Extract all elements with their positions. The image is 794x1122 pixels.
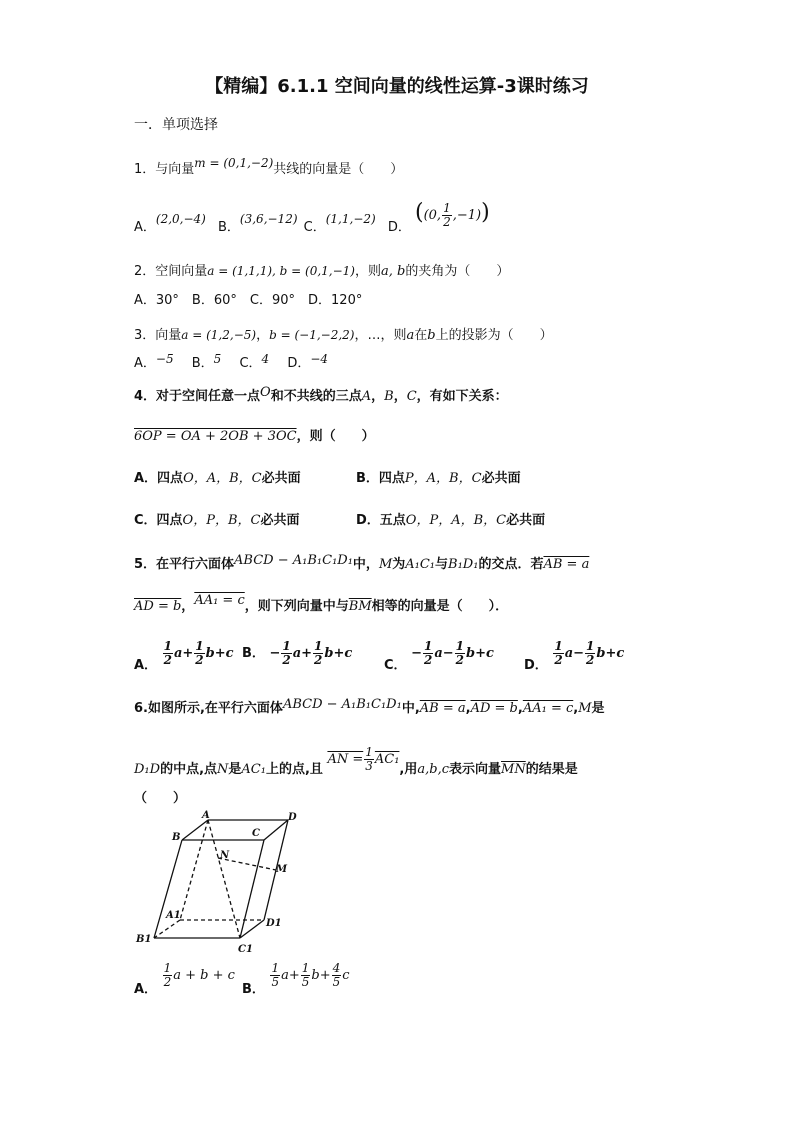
question-5-option-a: A． $\frac{1}{2}$ a+ $\frac{1}{2}$ b+c bbox=[134, 639, 234, 673]
question-5-option-d: D． $\frac{1}{2}$ a− $\frac{1}{2}$ b+c bbox=[524, 639, 625, 673]
label-b1: B1 bbox=[136, 934, 152, 945]
question-5-stem: 5．在平行六面体ABCD − A₁B₁C₁D₁中，M为A₁C₁与B₁D₁的交点．若AB = a bbox=[134, 553, 590, 572]
question-2-stem: 2．空间向量a = (1,1,1), b = (0,1,−1)，则a, b的夹角为（ ） bbox=[134, 264, 510, 279]
question-6-stem-line2: D₁D的中点,点N是AC₁上的点,且 AN = $\frac{1}{3}$ AC₁,用a,b,c表示向量$\overline{MN}$的结果是 bbox=[134, 745, 578, 777]
question-2-options: A．30° B．60° C．90° D．120° bbox=[134, 293, 363, 308]
label-m: M bbox=[276, 864, 288, 875]
parallelepiped-figure bbox=[130, 808, 310, 958]
label-c: C bbox=[252, 828, 260, 839]
question-1-options: A．(2,0,−4) B．(3,6,−12) C．(1,1,−2) D． ((0, $\frac{1}{2}$ ,−1)) bbox=[134, 200, 490, 235]
question-4-option-d: D．五点O，P，A，B，C必共面 bbox=[356, 513, 546, 528]
question-5-stem-line2: AD = b，AA₁ = c，则下列向量中与$\overline{BM}$相等的向量是（ ）． bbox=[134, 593, 509, 614]
question-3-stem: 3．向量a = (1,2,−5)，b = (−1,−2,2)，…，则a在b上的投影为（ ） bbox=[134, 328, 553, 343]
question-6-answer-blank: （ ） bbox=[134, 791, 187, 806]
label-a: A bbox=[202, 810, 210, 821]
label-c1: C1 bbox=[238, 944, 253, 955]
question-3-options: A．−5 B．5 C．4 D．−4 bbox=[134, 352, 329, 371]
question-1-stem: 1．与向量m = (0,1,−2)共线的向量是（ ） bbox=[134, 156, 404, 177]
page-title: 【精编】6.1.1 空间向量的线性运算-3课时练习 bbox=[205, 76, 589, 97]
question-6-option-a: A． $\frac{1}{2}$ a + b + c bbox=[134, 961, 235, 997]
label-n: N bbox=[220, 850, 230, 861]
label-b: B bbox=[172, 832, 181, 843]
question-5-option-c: C． − $\frac{1}{2}$ a− $\frac{1}{2}$ b+c bbox=[384, 639, 494, 673]
label-d1: D1 bbox=[266, 918, 282, 929]
question-4-option-c: C．四点O，P，B，C必共面 bbox=[134, 513, 300, 528]
section-heading: 一．单项选择 bbox=[134, 117, 218, 133]
edge-a-a1 bbox=[180, 820, 208, 920]
question-5-option-b: B． − $\frac{1}{2}$ a+ $\frac{1}{2}$ b+c bbox=[242, 639, 353, 667]
question-4-option-a: A．四点O，A，B，C必共面 bbox=[134, 471, 301, 486]
label-d: D bbox=[288, 812, 297, 823]
question-4-option-b: B．四点P，A，B，C必共面 bbox=[356, 471, 521, 486]
label-a1: A1 bbox=[166, 910, 181, 921]
question-6-stem: 6.如图所示,在平行六面体ABCD − A₁B₁C₁D₁中,AB = a,AD = b,AA₁ = c,M是 bbox=[134, 697, 605, 716]
edge-a-b bbox=[182, 820, 208, 840]
edge-b-b1 bbox=[154, 840, 182, 938]
question-4-stem: 4．对于空间任意一点O和不共线的三点A，B，C，有如下关系： bbox=[134, 385, 508, 404]
question-4-relation: 6OP = OA + 2OB + 3OC，则（ ） bbox=[134, 429, 375, 444]
question-6-option-b: B． $\frac{1}{5}$ a+ $\frac{1}{5}$ b+ $\frac{4}{5}$ c bbox=[242, 961, 350, 997]
